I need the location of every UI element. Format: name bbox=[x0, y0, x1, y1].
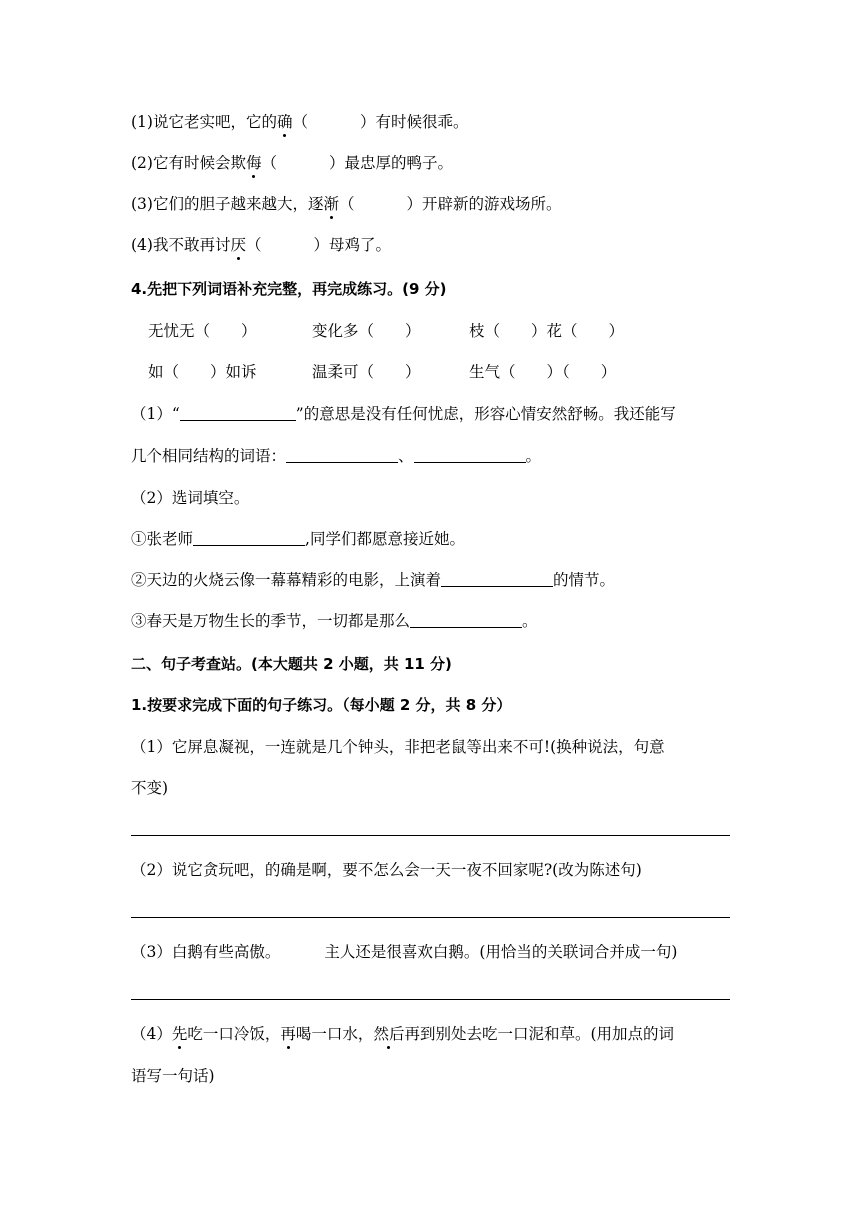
q3-item-4 bbox=[131, 235, 391, 255]
answer-line[interactable] bbox=[131, 835, 730, 836]
dotted-char: 侮 bbox=[245, 154, 262, 172]
section2-heading: 二、句子考查站。(本大题共 2 小题，共 11 分) bbox=[131, 655, 452, 673]
paren-blank[interactable]: （ ） bbox=[338, 195, 423, 213]
paren-blank[interactable]: （ ） bbox=[261, 154, 345, 172]
sentence-text: 再到别处去吃一口泥和草。(用加点的词 bbox=[404, 1025, 675, 1043]
sentence-text: 吃一口冷饭， bbox=[187, 1025, 281, 1043]
answer-blank[interactable] bbox=[193, 529, 305, 546]
dotted-char: 然后 bbox=[373, 1025, 405, 1043]
fill-text: ③春天是万物生长的季节，一切都是那么 bbox=[131, 612, 411, 630]
dotted-char: 先 bbox=[171, 1025, 188, 1043]
q3-item-3 bbox=[131, 194, 562, 214]
sentence-text: 喝一口水， bbox=[295, 1025, 374, 1043]
idiom-6[interactable]: 生气（ ）（ ） bbox=[469, 363, 617, 381]
idiom-2[interactable]: 变化多（ ） bbox=[312, 322, 421, 340]
q3-item-text: (3)它们的胆子越来越大，逐 bbox=[131, 195, 324, 213]
q3-item-text: 开辟新的游戏场所。 bbox=[422, 195, 562, 213]
answer-blank[interactable] bbox=[441, 570, 553, 587]
idiom-1[interactable]: 无忧无（ ） bbox=[148, 322, 257, 340]
sub1-text: ”的意思是没有任何忧虑，形容心情安然舒畅。我还能写 bbox=[295, 405, 676, 423]
idiom-3[interactable]: 枝（ ）花（ ） bbox=[469, 322, 625, 340]
q4-heading: 4.先把下列词语补充完整，再完成练习。(9 分) bbox=[131, 280, 447, 298]
q3-item-text: 有时候很乖。 bbox=[375, 113, 469, 131]
q3-item-text: 母鸡了。 bbox=[329, 236, 392, 254]
dotted-char: 厌 bbox=[230, 236, 246, 254]
paren-blank[interactable]: （ ） bbox=[292, 113, 376, 131]
sentence-text: 主人还是很喜欢白鹅。(用恰当的关联词合并成一句) bbox=[324, 943, 678, 961]
q3-item-text: (4)我不敢再讨 bbox=[131, 236, 231, 254]
fill-text: 的情节。 bbox=[553, 571, 616, 589]
answer-blank[interactable] bbox=[410, 611, 522, 628]
q3-item-1 bbox=[131, 112, 469, 132]
answer-blank[interactable] bbox=[414, 446, 526, 463]
fill-item-3 bbox=[131, 611, 538, 631]
q3-item-text: (1)说它老实吧，它的 bbox=[131, 113, 277, 131]
answer-blank[interactable] bbox=[180, 404, 296, 421]
fill-item-1 bbox=[131, 529, 465, 549]
q3-item-text: (2)它有时候会欺 bbox=[131, 154, 246, 172]
q4-sub2: （2）选词填空。 bbox=[131, 489, 250, 507]
sub1-text: （1）“ bbox=[131, 405, 180, 423]
fill-text: ①张老师 bbox=[131, 530, 194, 548]
idiom-5[interactable]: 温柔可（ ） bbox=[312, 363, 421, 381]
paren-blank[interactable]: （ ） bbox=[245, 236, 330, 254]
q3-item-text: 最忠厚的鸭子。 bbox=[344, 154, 454, 172]
sentence-4-line1 bbox=[131, 1024, 674, 1044]
q4-sub1-line1 bbox=[131, 404, 676, 424]
separator: 、 bbox=[398, 447, 414, 465]
sub1-text: 几个相同结构的词语： bbox=[131, 447, 287, 465]
fill-item-2 bbox=[131, 570, 615, 590]
dotted-char: 再 bbox=[280, 1025, 296, 1043]
q4-sub1-line2 bbox=[131, 446, 541, 466]
dotted-char: 渐 bbox=[323, 195, 339, 213]
sentence-text: （3）白鹅有些高傲。 bbox=[131, 943, 281, 961]
sentence-2: （2）说它贪玩吧，的确是啊，要不怎么会一天一夜不回家呢?(改为陈述句) bbox=[131, 861, 642, 879]
dotted-char: 确 bbox=[276, 113, 293, 131]
fill-text: 。 bbox=[522, 612, 538, 630]
sub1-text: 。 bbox=[525, 447, 542, 465]
answer-line[interactable] bbox=[131, 999, 730, 1000]
idiom-4[interactable]: 如（ ）如诉 bbox=[148, 363, 257, 381]
answer-line[interactable] bbox=[131, 917, 730, 918]
sentence-4-line2: 语写一句话) bbox=[131, 1067, 215, 1085]
fill-text: ②天边的火烧云像一幕幕精彩的电影，上演着 bbox=[131, 571, 442, 589]
answer-blank[interactable] bbox=[286, 446, 398, 463]
sentence-1-line1: （1）它屏息凝视，一连就是几个钟头，非把老鼠等出来不可!(换种说法，句意 bbox=[131, 738, 665, 756]
fill-text: ,同学们都愿意接近她。 bbox=[305, 530, 465, 548]
sentence-3 bbox=[131, 942, 677, 962]
q3-item-2 bbox=[131, 153, 453, 173]
sentence-1-line2: 不变) bbox=[131, 779, 169, 797]
sentence-text: （4） bbox=[131, 1025, 172, 1043]
section2-q1-heading: 1.按要求完成下面的句子练习。（每小题 2 分，共 8 分） bbox=[131, 696, 512, 714]
